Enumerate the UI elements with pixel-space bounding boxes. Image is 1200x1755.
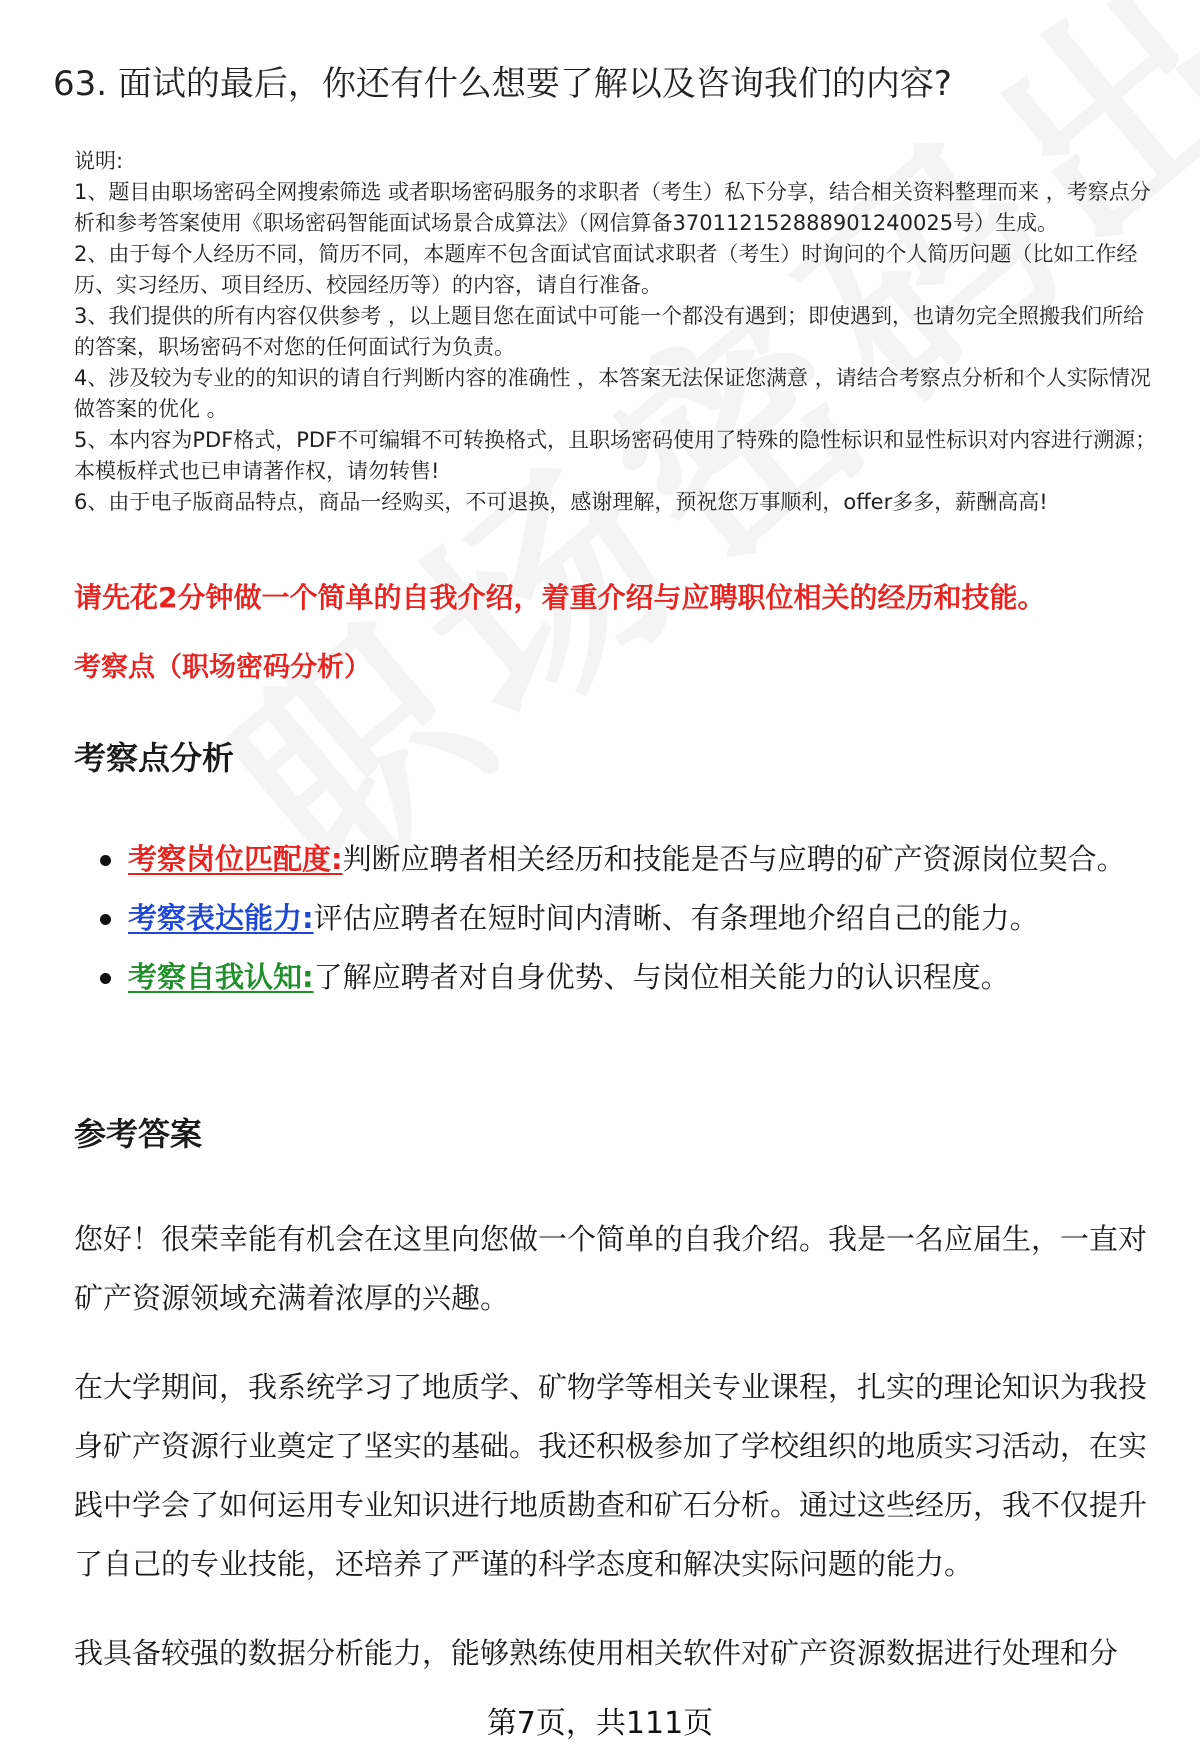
answer-paragraph: 您好！很荣幸能有机会在这里向您做一个简单的自我介绍。我是一名应届生，一直对矿产资源领域充满着浓厚的兴趣。 (74, 1222, 1148, 1315)
note-item: 2、由于每个人经历不同，简历不同，本题库不包含面试官面试求职者（考生）时询问的个人简历问题（比如工作经历、实习经历、项目经历、校园经历等）的内容，请自行准备。 (74, 242, 1138, 297)
analysis-point (100, 889, 1140, 948)
notes-title: 说明: (74, 149, 124, 173)
question-title: 63. 面试的最后，你还有什么想要了解以及咨询我们的内容? (53, 64, 952, 104)
point-text: 了解应聘者对自身优势、与岗位相关能力的认识程度。 (313, 960, 1010, 994)
answer-title: 参考答案 (74, 1115, 203, 1153)
point-label: 考察自我认知: (128, 960, 314, 994)
note-item: 6、由于电子版商品特点，商品一经购买，不可退换，感谢理解，预祝您万事顺利，offer多多，薪酬高高! (74, 490, 1048, 514)
answer-paragraph: 我具备较强的数据分析能力，能够熟练使用相关软件对矿产资源数据进行处理和分 (74, 1636, 1119, 1670)
notes-block (74, 146, 1159, 518)
point-text: 评估应聘者在短时间内清晰、有条理地介绍自己的能力。 (313, 901, 1039, 935)
analysis-points (100, 830, 1140, 1007)
answer-body (74, 1210, 1164, 1713)
prompt-subtitle: 考察点（职场密码分析） (74, 652, 371, 683)
analysis-point (100, 948, 1140, 1007)
point-label: 考察岗位匹配度: (128, 842, 343, 876)
bullet-icon (100, 914, 111, 925)
note-item: 1、题目由职场密码全网搜索筛选 或者职场密码服务的求职者（考生）私下分享，结合相关资料整理而来 ，考察点分析和参考答案使用《职场密码智能面试场景合成算法》（网信算备370112152888901240025号）生成。 (74, 180, 1151, 235)
bullet-icon (100, 855, 111, 866)
analysis-title: 考察点分析 (74, 739, 235, 777)
page-footer: 第7页，共111页 (486, 1706, 714, 1741)
interview-prompt: 请先花2分钟做一个简单的自我介绍，着重介绍与应聘职位相关的经历和技能。 (74, 581, 1046, 614)
point-text: 判断应聘者相关经历和技能是否与应聘的矿产资源岗位契合。 (342, 842, 1126, 876)
point-label: 考察表达能力: (128, 901, 314, 935)
note-item: 5、本内容为PDF格式，PDF不可编辑不可转换格式，且职场密码使用了特殊的隐性标识和显性标识对内容进行溯源；本模板样式也已申请著作权，请勿转售! (74, 428, 1157, 483)
answer-paragraph: 在大学期间，我系统学习了地质学、矿物学等相关专业课程，扎实的理论知识为我投身矿产资源行业奠定了坚实的基础。我还积极参加了学校组织的地质实习活动，在实践中学会了如何运用专业知识进行地质勘查和矿石分析。通过这些经历，我不仅提升了自己的专业技能，还培养了严谨的科学态度和解决实际问题的能力。 (74, 1370, 1148, 1581)
analysis-point (100, 830, 1140, 889)
bullet-icon (100, 973, 111, 984)
note-item: 4、涉及较为专业的的知识的请自行判断内容的准确性 ，本答案无法保证您满意 ，请结合考察点分析和个人实际情况做答案的优化 。 (74, 366, 1151, 421)
note-item: 3、我们提供的所有内容仅供参考 ，以上题目您在面试中可能一个都没有遇到；即使遇到，也请勿完全照搬我们所给的答案，职场密码不对您的任何面试行为负责。 (74, 304, 1145, 359)
